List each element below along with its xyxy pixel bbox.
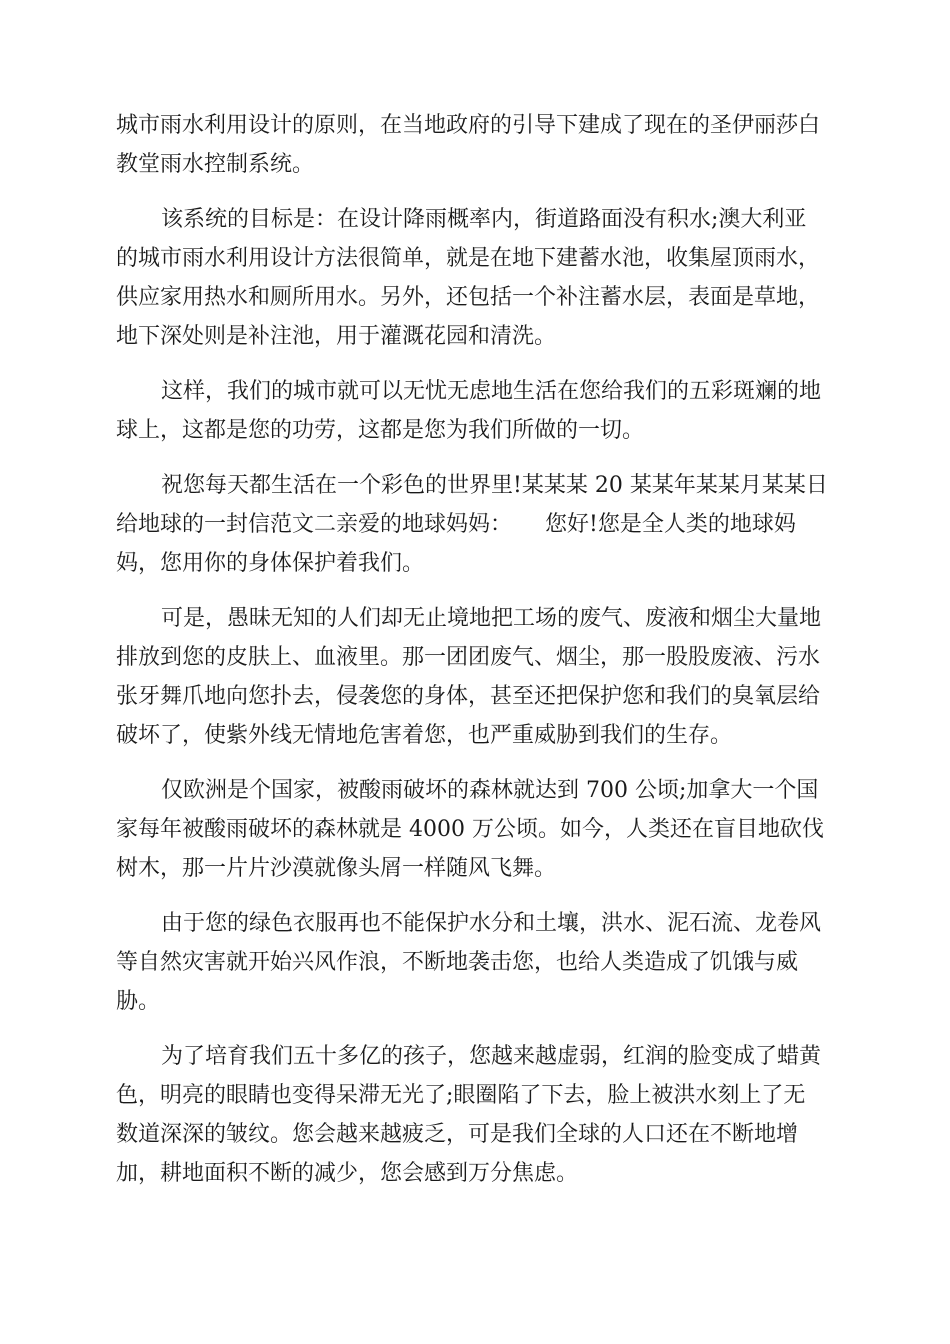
paragraph-4 (116, 466, 840, 583)
text-line: 仅欧洲是个国家，被酸雨破坏的森林就达到 700 公顷;加拿大一个国 (161, 778, 819, 803)
text-line: 破坏了，使紫外线无情地危害着您，也严重威胁到我们的生存。 (116, 723, 733, 748)
text-line: 球上，这都是您的功劳，这都是您为我们所做的一切。 (116, 418, 645, 443)
text-line: 色，明亮的眼睛也变得呆滞无光了;眼圈陷了下去，脸上被洪水刻上了无 (116, 1083, 806, 1108)
text-line: 城市雨水利用设计的原则，在当地政府的引导下建成了现在的圣伊丽莎白 (116, 113, 821, 138)
text-line: 供应家用热水和厕所用水。另外，还包括一个补注蓄水层，表面是草地， (116, 285, 821, 310)
text-line: 排放到您的皮肤上、血液里。那一团团废气、烟尘，那一股股废液、污水 (116, 645, 821, 670)
text-line: 数道深深的皱纹。您会越来越疲乏，可是我们全球的人口还在不断地增 (116, 1122, 799, 1147)
text-line: 张牙舞爪地向您扑去，侵袭您的身体，甚至还把保护您和我们的臭氧层给 (116, 684, 821, 709)
text-line: 教堂雨水控制系统。 (116, 152, 315, 177)
text-line: 妈，您用你的身体保护着我们。 (116, 551, 425, 576)
text-line: 树木，那一片片沙漠就像头屑一样随风飞舞。 (116, 856, 557, 881)
text-line: 可是，愚昧无知的人们却无止境地把工场的废气、废液和烟尘大量地 (161, 606, 822, 631)
paragraph-5 (116, 599, 840, 755)
text-line: 家每年被酸雨破坏的森林就是 4000 万公顷。如今，人类还在盲目地砍伐 (116, 817, 824, 842)
paragraph-6 (116, 771, 840, 888)
text-line: 由于您的绿色衣服再也不能保护水分和土壤，洪水、泥石流、龙卷风 (161, 911, 822, 936)
text-line: 给地球的一封信范文二亲爱的地球妈妈： 您好!您是全人类的地球妈 (116, 512, 796, 537)
paragraph-2 (116, 200, 840, 356)
text-line: 的城市雨水利用设计方法很简单，就是在地下建蓄水池，收集屋顶雨水， (116, 246, 821, 271)
text-line: 加，耕地面积不断的减少，您会感到万分焦虑。 (116, 1161, 579, 1186)
text-line: 该系统的目标是：在设计降雨概率内，街道路面没有积水;澳大利亚 (161, 207, 807, 232)
text-line: 为了培育我们五十多亿的孩子，您越来越虚弱，红润的脸变成了蜡黄 (161, 1044, 822, 1069)
paragraph-8 (116, 1037, 840, 1193)
paragraph-3 (116, 372, 840, 450)
text-line: 胁。 (116, 989, 161, 1014)
paragraph-1 (116, 106, 840, 184)
text-line: 等自然灾害就开始兴风作浪，不断地袭击您，也给人类造成了饥饿与威 (116, 950, 799, 975)
paragraph-7 (116, 904, 840, 1021)
text-line: 这样，我们的城市就可以无忧无虑地生活在您给我们的五彩斑斓的地 (161, 379, 822, 404)
body-text (116, 106, 840, 1209)
text-line: 祝您每天都生活在一个彩色的世界里!某某某 20 某某年某某月某某日 (161, 473, 828, 498)
text-line: 地下深处则是补注池，用于灌溉花园和清洗。 (116, 324, 557, 349)
